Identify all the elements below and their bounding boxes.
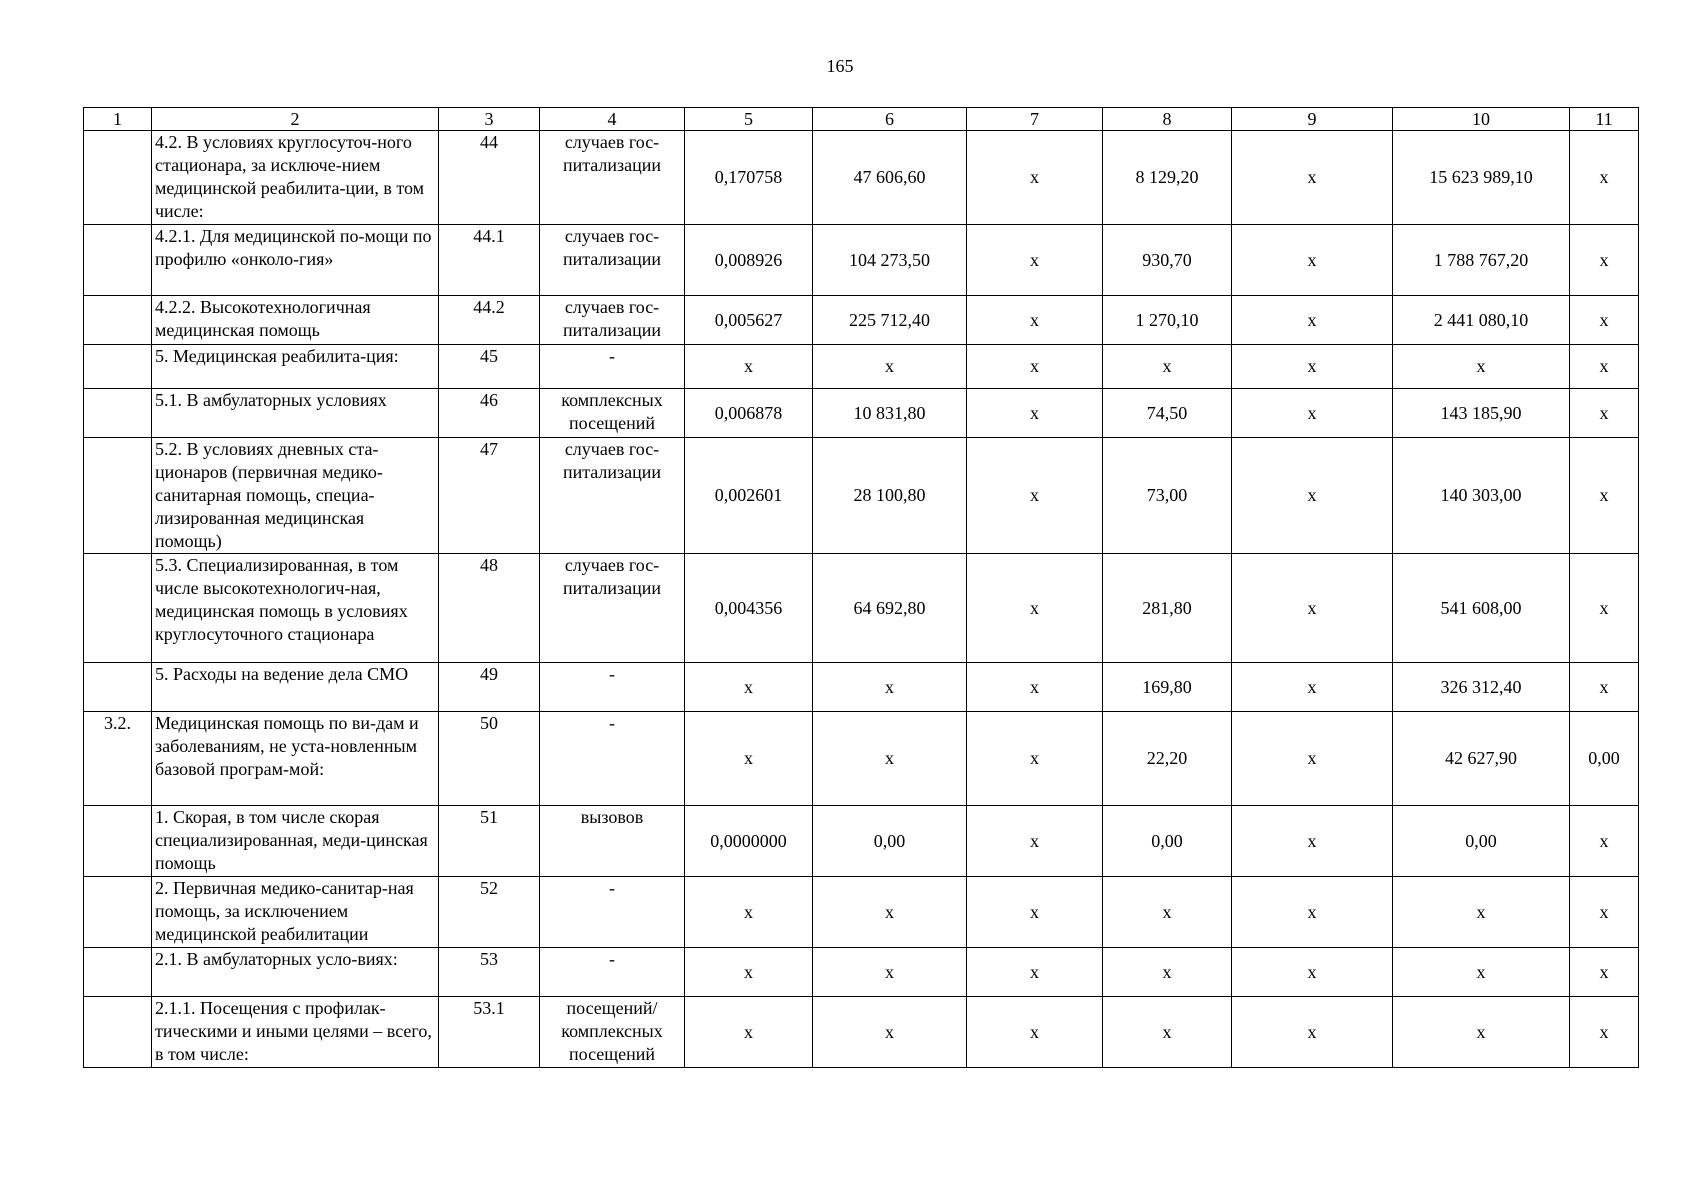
column-6-cell: х: [813, 948, 967, 997]
indicator-name-cell: 4.2. В условиях круглосуточ-ного стационара, за исключе-нием медицинской реабилита-ции, в том числе:: [152, 131, 439, 225]
line-number-cell: 50: [439, 712, 540, 806]
column-11-cell: х: [1570, 948, 1639, 997]
column-8-cell: 281,80: [1103, 554, 1232, 663]
column-10-cell: 42 627,90: [1393, 712, 1570, 806]
column-number: 10: [1393, 108, 1570, 131]
table-row: [84, 663, 1639, 712]
unit-cell: случаев гос-питализации: [540, 225, 685, 296]
column-9-cell: х: [1232, 225, 1393, 296]
indicator-name-cell: 4.2.2. Высокотехнологичная медицинская помощь: [152, 296, 439, 345]
column-7-cell: х: [967, 389, 1103, 438]
line-number-cell: 44.1: [439, 225, 540, 296]
column-9-cell: х: [1232, 712, 1393, 806]
column-number: 5: [685, 108, 813, 131]
column-number: 3: [439, 108, 540, 131]
line-number-cell: 51: [439, 806, 540, 877]
table-row: [84, 296, 1639, 345]
line-number-cell: 46: [439, 389, 540, 438]
section-number-cell: [84, 806, 152, 877]
table-row: [84, 131, 1639, 225]
unit-cell: комплексных посещений: [540, 389, 685, 438]
column-number: 6: [813, 108, 967, 131]
column-11-cell: х: [1570, 438, 1639, 554]
section-number-cell: [84, 554, 152, 663]
indicator-name-cell: 1. Скорая, в том числе скорая специализированная, меди-цинская помощь: [152, 806, 439, 877]
indicator-name-cell: 5.1. В амбулаторных условиях: [152, 389, 439, 438]
column-11-cell: х: [1570, 225, 1639, 296]
unit-cell: случаев гос-питализации: [540, 296, 685, 345]
unit-cell: -: [540, 663, 685, 712]
indicator-name-cell: 5. Расходы на ведение дела СМО: [152, 663, 439, 712]
indicator-name-cell: Медицинская помощь по ви-дам и заболеваниям, не уста-новленным базовой програм-мой:: [152, 712, 439, 806]
column-11-cell: х: [1570, 389, 1639, 438]
column-number: 7: [967, 108, 1103, 131]
column-9-cell: х: [1232, 438, 1393, 554]
column-6-cell: х: [813, 997, 967, 1068]
column-number: 11: [1570, 108, 1639, 131]
column-5-cell: х: [685, 712, 813, 806]
column-number-row: [84, 108, 1639, 131]
column-6-cell: х: [813, 345, 967, 389]
column-9-cell: х: [1232, 131, 1393, 225]
table-row: [84, 712, 1639, 806]
column-7-cell: х: [967, 438, 1103, 554]
column-6-cell: х: [813, 712, 967, 806]
unit-cell: -: [540, 712, 685, 806]
column-5-cell: 0,0000000: [685, 806, 813, 877]
column-10-cell: 1 788 767,20: [1393, 225, 1570, 296]
column-8-cell: 0,00: [1103, 806, 1232, 877]
line-number-cell: 44: [439, 131, 540, 225]
column-10-cell: 140 303,00: [1393, 438, 1570, 554]
section-number-cell: [84, 997, 152, 1068]
column-5-cell: 0,006878: [685, 389, 813, 438]
column-10-cell: х: [1393, 997, 1570, 1068]
column-11-cell: х: [1570, 997, 1639, 1068]
column-7-cell: х: [967, 663, 1103, 712]
unit-cell: случаев гос-питализации: [540, 438, 685, 554]
unit-cell: случаев гос-питализации: [540, 554, 685, 663]
column-11-cell: 0,00: [1570, 712, 1639, 806]
table-row: [84, 806, 1639, 877]
column-7-cell: х: [967, 806, 1103, 877]
section-number-cell: [84, 131, 152, 225]
column-10-cell: 0,00: [1393, 806, 1570, 877]
column-8-cell: 930,70: [1103, 225, 1232, 296]
unit-cell: -: [540, 877, 685, 948]
indicator-name-cell: 5. Медицинская реабилита-ция:: [152, 345, 439, 389]
table-row: [84, 554, 1639, 663]
section-number-cell: [84, 438, 152, 554]
column-5-cell: х: [685, 948, 813, 997]
column-10-cell: 143 185,90: [1393, 389, 1570, 438]
column-7-cell: х: [967, 225, 1103, 296]
column-9-cell: х: [1232, 663, 1393, 712]
section-number-cell: [84, 948, 152, 997]
line-number-cell: 53.1: [439, 997, 540, 1068]
section-number-cell: [84, 345, 152, 389]
column-number: 8: [1103, 108, 1232, 131]
column-number: 4: [540, 108, 685, 131]
column-5-cell: 0,002601: [685, 438, 813, 554]
column-7-cell: х: [967, 345, 1103, 389]
column-11-cell: х: [1570, 806, 1639, 877]
column-11-cell: х: [1570, 131, 1639, 225]
line-number-cell: 53: [439, 948, 540, 997]
indicator-name-cell: 2.1.1. Посещения с профилак-тическими и иными целями – всего, в том числе:: [152, 997, 439, 1068]
line-number-cell: 49: [439, 663, 540, 712]
column-9-cell: х: [1232, 389, 1393, 438]
table-row: [84, 438, 1639, 554]
column-7-cell: х: [967, 554, 1103, 663]
column-number: 9: [1232, 108, 1393, 131]
indicator-name-cell: 5.3. Специализированная, в том числе высокотехнологич-ная, медицинская помощь в условиях круглосуточного стационара: [152, 554, 439, 663]
column-7-cell: х: [967, 948, 1103, 997]
column-9-cell: х: [1232, 806, 1393, 877]
column-6-cell: х: [813, 877, 967, 948]
column-5-cell: х: [685, 345, 813, 389]
column-5-cell: х: [685, 663, 813, 712]
column-8-cell: 73,00: [1103, 438, 1232, 554]
indicator-name-cell: 5.2. В условиях дневных ста-ционаров (первичная медико-санитарная помощь, специа-лизированная медицинская помощь): [152, 438, 439, 554]
column-6-cell: 10 831,80: [813, 389, 967, 438]
column-5-cell: 0,170758: [685, 131, 813, 225]
column-5-cell: 0,004356: [685, 554, 813, 663]
line-number-cell: 48: [439, 554, 540, 663]
column-6-cell: 28 100,80: [813, 438, 967, 554]
column-7-cell: х: [967, 296, 1103, 345]
column-8-cell: х: [1103, 997, 1232, 1068]
section-number-cell: [84, 296, 152, 345]
column-10-cell: 541 608,00: [1393, 554, 1570, 663]
column-11-cell: х: [1570, 345, 1639, 389]
section-number-cell: 3.2.: [84, 712, 152, 806]
table-row: [84, 389, 1639, 438]
column-5-cell: х: [685, 877, 813, 948]
column-8-cell: х: [1103, 877, 1232, 948]
table-row: [84, 948, 1639, 997]
column-6-cell: х: [813, 663, 967, 712]
line-number-cell: 44.2: [439, 296, 540, 345]
column-9-cell: х: [1232, 877, 1393, 948]
column-7-cell: х: [967, 131, 1103, 225]
column-10-cell: х: [1393, 345, 1570, 389]
column-10-cell: 326 312,40: [1393, 663, 1570, 712]
section-number-cell: [84, 663, 152, 712]
indicator-name-cell: 4.2.1. Для медицинской по-мощи по профилю «онколо-гия»: [152, 225, 439, 296]
column-6-cell: 104 273,50: [813, 225, 967, 296]
column-10-cell: 15 623 989,10: [1393, 131, 1570, 225]
column-7-cell: х: [967, 997, 1103, 1068]
column-number: 1: [84, 108, 152, 131]
table-row: [84, 997, 1639, 1068]
unit-cell: случаев гос-питализации: [540, 131, 685, 225]
column-5-cell: 0,005627: [685, 296, 813, 345]
column-6-cell: 0,00: [813, 806, 967, 877]
column-6-cell: 225 712,40: [813, 296, 967, 345]
column-11-cell: х: [1570, 877, 1639, 948]
column-11-cell: х: [1570, 296, 1639, 345]
unit-cell: -: [540, 948, 685, 997]
column-7-cell: х: [967, 712, 1103, 806]
column-8-cell: 169,80: [1103, 663, 1232, 712]
column-9-cell: х: [1232, 554, 1393, 663]
column-10-cell: х: [1393, 877, 1570, 948]
column-8-cell: 1 270,10: [1103, 296, 1232, 345]
column-8-cell: х: [1103, 948, 1232, 997]
column-8-cell: 8 129,20: [1103, 131, 1232, 225]
column-8-cell: х: [1103, 345, 1232, 389]
column-11-cell: х: [1570, 663, 1639, 712]
section-number-cell: [84, 225, 152, 296]
data-table: [83, 107, 1639, 1068]
unit-cell: -: [540, 345, 685, 389]
indicator-name-cell: 2. Первичная медико-санитар-ная помощь, за исключением медицинской реабилитации: [152, 877, 439, 948]
column-10-cell: 2 441 080,10: [1393, 296, 1570, 345]
column-8-cell: 74,50: [1103, 389, 1232, 438]
line-number-cell: 52: [439, 877, 540, 948]
column-10-cell: х: [1393, 948, 1570, 997]
table-row: [84, 225, 1639, 296]
unit-cell: вызовов: [540, 806, 685, 877]
page-number: 165: [826, 56, 854, 76]
unit-cell: посещений/ комплексных посещений: [540, 997, 685, 1068]
table-row: [84, 345, 1639, 389]
column-5-cell: х: [685, 997, 813, 1068]
indicator-name-cell: 2.1. В амбулаторных усло-виях:: [152, 948, 439, 997]
table-row: [84, 877, 1639, 948]
line-number-cell: 47: [439, 438, 540, 554]
column-number: 2: [152, 108, 439, 131]
column-9-cell: х: [1232, 948, 1393, 997]
column-9-cell: х: [1232, 345, 1393, 389]
column-9-cell: х: [1232, 997, 1393, 1068]
line-number-cell: 45: [439, 345, 540, 389]
column-8-cell: 22,20: [1103, 712, 1232, 806]
column-6-cell: 64 692,80: [813, 554, 967, 663]
column-7-cell: х: [967, 877, 1103, 948]
section-number-cell: [84, 877, 152, 948]
column-11-cell: х: [1570, 554, 1639, 663]
section-number-cell: [84, 389, 152, 438]
column-9-cell: х: [1232, 296, 1393, 345]
column-5-cell: 0,008926: [685, 225, 813, 296]
column-6-cell: 47 606,60: [813, 131, 967, 225]
